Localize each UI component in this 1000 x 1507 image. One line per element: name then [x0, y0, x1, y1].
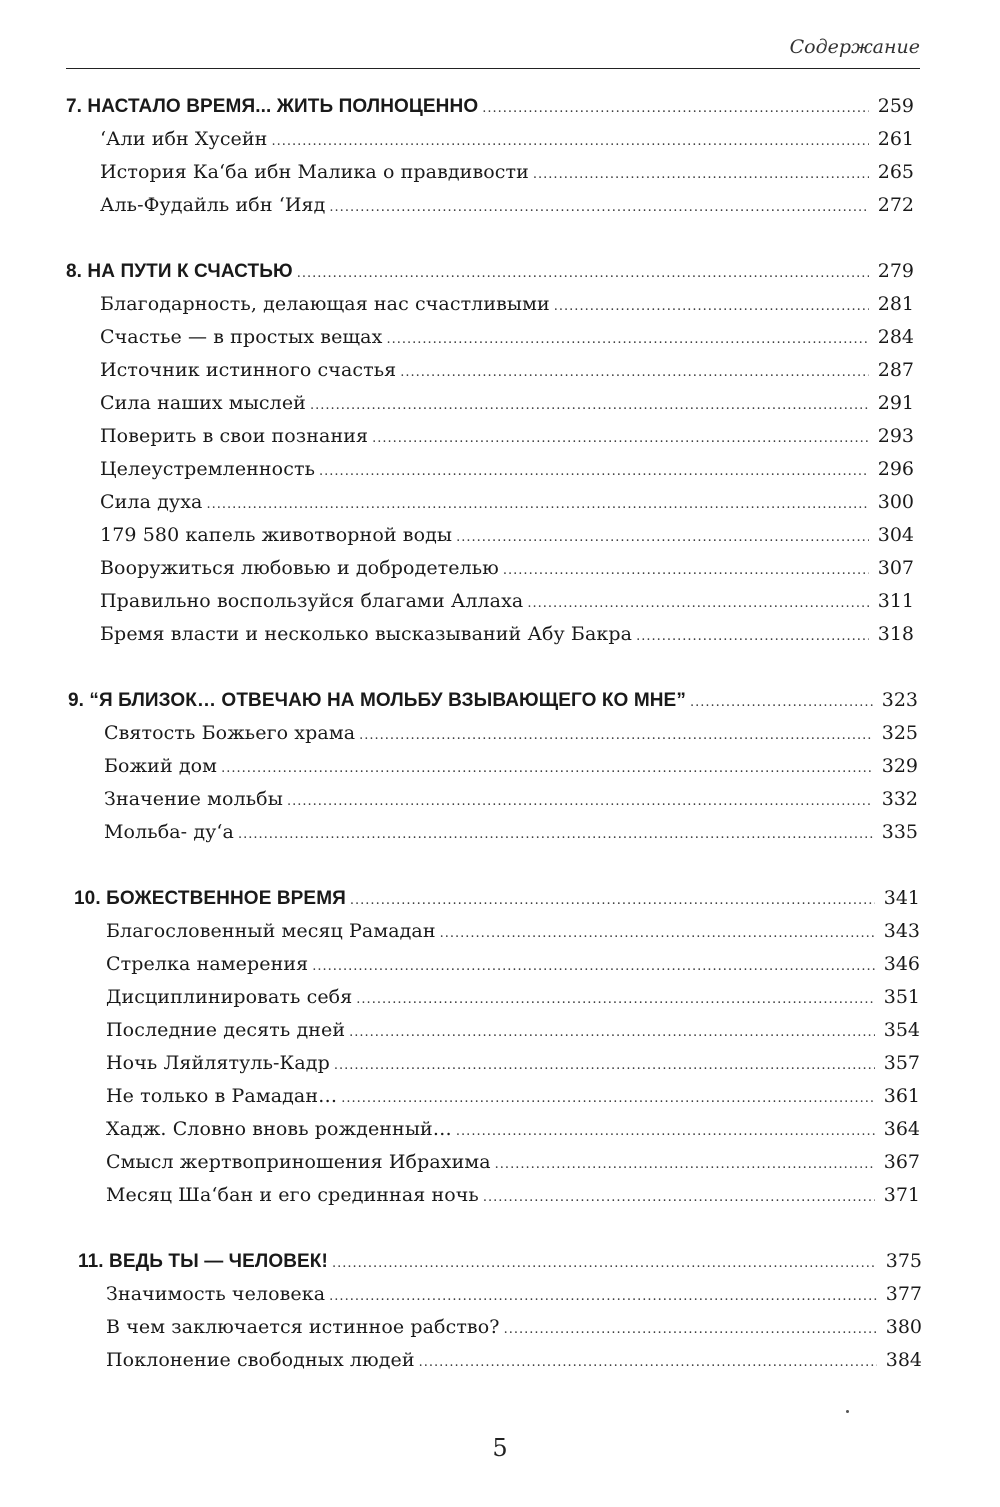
chapter-title: 7. НАСТАЛО ВРЕМЯ... ЖИТЬ ПОЛНОЦЕННО	[66, 96, 479, 117]
section-title: ʻАли ибн Хусейн	[100, 128, 268, 150]
section-title: Поверить в свои познания	[100, 425, 369, 447]
dot-leader	[287, 785, 873, 818]
section-page-number: 351	[883, 986, 920, 1008]
section-entry[interactable]	[0, 981, 1000, 1014]
section-title: Целеустремленность	[100, 458, 316, 480]
section-title: Последние десять дней	[106, 1019, 346, 1041]
section-title: Смысл жертвоприношения Ибрахима	[106, 1151, 491, 1173]
dot-leader	[483, 1181, 875, 1214]
dot-leader	[297, 257, 869, 290]
section-entry[interactable]	[0, 717, 1000, 750]
section-entry[interactable]	[0, 420, 1000, 453]
section-title: Бремя власти и несколько высказываний Абу Бакра	[100, 623, 633, 645]
section-entry[interactable]	[0, 618, 1000, 651]
dot-leader	[350, 884, 875, 917]
running-header: Содержание	[789, 36, 920, 58]
section-title: Дисциплинировать себя	[106, 986, 353, 1008]
dot-leader	[372, 422, 869, 455]
chapter-block	[0, 255, 1000, 651]
chapter-title: 8. НА ПУТИ К СЧАСТЬЮ	[66, 261, 293, 282]
chapter-title: 9. “Я БЛИЗОК… ОТВЕЧАЮ НА МОЛЬБУ ВЗЫВАЮЩЕГО КО МНЕ”	[68, 690, 686, 711]
section-title: 179 580 капель животворной воды	[100, 524, 453, 546]
section-entry[interactable]	[0, 783, 1000, 816]
section-title: Благодарность, делающая нас счастливыми	[100, 293, 550, 315]
section-page-number: 361	[883, 1085, 920, 1107]
section-page-number: 384	[885, 1349, 922, 1371]
chapter-block	[0, 882, 1000, 1212]
section-entry[interactable]	[0, 519, 1000, 552]
table-of-contents	[0, 90, 1000, 1410]
section-entry[interactable]	[0, 123, 1000, 156]
section-entry[interactable]	[0, 387, 1000, 420]
section-entry[interactable]	[0, 1278, 1000, 1311]
dot-leader	[527, 587, 869, 620]
section-entry[interactable]	[0, 1146, 1000, 1179]
section-list	[0, 123, 1000, 222]
section-title: Правильно воспользуйся благами Аллаха	[100, 590, 524, 612]
section-entry[interactable]	[0, 156, 1000, 189]
dot-leader	[359, 719, 873, 752]
section-title: Месяц Шаʻбан и его срединная ночь	[106, 1184, 479, 1206]
section-page-number: 380	[885, 1316, 922, 1338]
section-entry[interactable]	[0, 552, 1000, 585]
section-entry[interactable]	[0, 585, 1000, 618]
chapter-heading-entry[interactable]	[0, 684, 1000, 717]
section-title: В чем заключается истинное рабство?	[106, 1316, 500, 1338]
section-list	[0, 717, 1000, 849]
section-title: Мольба- дуʻа	[104, 821, 234, 843]
section-entry[interactable]	[0, 288, 1000, 321]
section-title: Ночь Ляйлятуль-Кадр	[106, 1052, 330, 1074]
section-page-number: 304	[877, 524, 914, 546]
dot-leader	[456, 1115, 875, 1148]
section-list	[0, 1278, 1000, 1377]
section-title: Стрелка намерения	[106, 953, 309, 975]
chapter-page-number: 323	[881, 689, 918, 711]
chapter-block	[0, 684, 1000, 849]
page-number: 5	[492, 1434, 508, 1462]
dot-leader	[329, 191, 869, 224]
dot-leader	[482, 92, 869, 125]
section-entry[interactable]	[0, 750, 1000, 783]
dot-leader	[332, 1247, 877, 1280]
chapter-block	[0, 1245, 1000, 1377]
dot-leader	[456, 521, 869, 554]
section-entry[interactable]	[0, 486, 1000, 519]
section-page-number: 343	[883, 920, 920, 942]
section-list	[0, 915, 1000, 1212]
chapter-heading-entry[interactable]	[0, 90, 1000, 123]
chapter-heading-entry[interactable]	[0, 255, 1000, 288]
section-page-number: 296	[877, 458, 914, 480]
section-title: История Каʻба ибн Малика о правдивости	[100, 161, 529, 183]
dot-leader	[690, 686, 873, 719]
section-page-number: 357	[883, 1052, 920, 1074]
dot-leader	[271, 125, 869, 158]
dot-leader	[310, 389, 869, 422]
section-entry[interactable]	[0, 948, 1000, 981]
dot-leader	[329, 1280, 877, 1313]
dot-leader	[636, 620, 869, 653]
section-entry[interactable]	[0, 1344, 1000, 1377]
section-page-number: 287	[877, 359, 914, 381]
section-page-number: 371	[883, 1184, 920, 1206]
dot-leader	[221, 752, 873, 785]
section-page-number: 332	[881, 788, 918, 810]
section-title: Счастье — в простых вещах	[100, 326, 383, 348]
dot-leader	[554, 290, 869, 323]
section-title: Значимость человека	[106, 1283, 326, 1305]
section-page-number: 272	[877, 194, 914, 216]
section-entry[interactable]	[0, 816, 1000, 849]
dot-leader	[334, 1049, 875, 1082]
section-title: Источник истинного счастья	[100, 359, 397, 381]
dot-leader	[349, 1016, 875, 1049]
dot-leader	[495, 1148, 875, 1181]
section-page-number: 293	[877, 425, 914, 447]
section-title: Значение мольбы	[104, 788, 283, 810]
header-rule	[66, 68, 920, 69]
chapter-page-number: 279	[877, 260, 914, 282]
dot-leader	[319, 455, 869, 488]
section-title: Божий дом	[104, 755, 218, 777]
dot-leader	[341, 1082, 875, 1115]
chapter-block	[0, 90, 1000, 222]
chapter-heading-entry[interactable]	[0, 1245, 1000, 1278]
dot-leader	[206, 488, 869, 521]
section-page-number: 346	[883, 953, 920, 975]
dot-leader	[419, 1346, 877, 1379]
section-title: Аль-Фудайль ибн ʻИяд	[100, 194, 326, 216]
chapter-page-number: 375	[885, 1250, 922, 1272]
section-page-number: 377	[885, 1283, 922, 1305]
print-speck	[846, 1410, 849, 1413]
section-title: Сила наших мыслей	[100, 392, 306, 414]
section-entry[interactable]	[0, 1080, 1000, 1113]
section-page-number: 354	[883, 1019, 920, 1041]
section-page-number: 311	[877, 590, 914, 612]
dot-leader	[238, 818, 873, 851]
section-title: Поклонение свободных людей	[106, 1349, 415, 1371]
dot-leader	[504, 1313, 877, 1346]
section-entry[interactable]	[0, 453, 1000, 486]
section-page-number: 325	[881, 722, 918, 744]
section-entry[interactable]	[0, 1179, 1000, 1212]
section-list	[0, 288, 1000, 651]
chapter-heading-entry[interactable]	[0, 882, 1000, 915]
section-page-number: 281	[877, 293, 914, 315]
section-page-number: 335	[881, 821, 918, 843]
section-page-number: 329	[881, 755, 918, 777]
section-page-number: 291	[877, 392, 914, 414]
section-page-number: 265	[877, 161, 914, 183]
section-page-number: 300	[877, 491, 914, 513]
section-title: Сила духа	[100, 491, 203, 513]
section-page-number: 367	[883, 1151, 920, 1173]
section-page-number: 318	[877, 623, 914, 645]
section-entry[interactable]	[0, 189, 1000, 222]
chapter-title: 10. БОЖЕСТВЕННОЕ ВРЕМЯ	[74, 888, 346, 909]
section-entry[interactable]	[0, 1047, 1000, 1080]
dot-leader	[503, 554, 869, 587]
section-page-number: 284	[877, 326, 914, 348]
section-entry[interactable]	[0, 354, 1000, 387]
section-page-number: 261	[877, 128, 914, 150]
section-entry[interactable]	[0, 915, 1000, 948]
dot-leader	[386, 323, 869, 356]
chapter-page-number: 341	[883, 887, 920, 909]
dot-leader	[312, 950, 875, 983]
section-entry[interactable]	[0, 1311, 1000, 1344]
section-entry[interactable]	[0, 321, 1000, 354]
chapter-title: 11. ВЕДЬ ТЫ — ЧЕЛОВЕК!	[78, 1251, 328, 1272]
section-entry[interactable]	[0, 1113, 1000, 1146]
section-entry[interactable]	[0, 1014, 1000, 1047]
section-title: Хадж. Словно вновь рожденный…	[106, 1118, 452, 1140]
dot-leader	[400, 356, 869, 389]
section-title: Вооружиться любовью и добродетелью	[100, 557, 499, 579]
section-title: Не только в Рамадан…	[106, 1085, 338, 1107]
section-page-number: 307	[877, 557, 914, 579]
section-title: Святость Божьего храма	[104, 722, 356, 744]
section-title: Благословенный месяц Рамадан	[106, 920, 436, 942]
dot-leader	[356, 983, 875, 1016]
dot-leader	[533, 158, 869, 191]
chapter-page-number: 259	[877, 95, 914, 117]
section-page-number: 364	[883, 1118, 920, 1140]
dot-leader	[440, 917, 875, 950]
